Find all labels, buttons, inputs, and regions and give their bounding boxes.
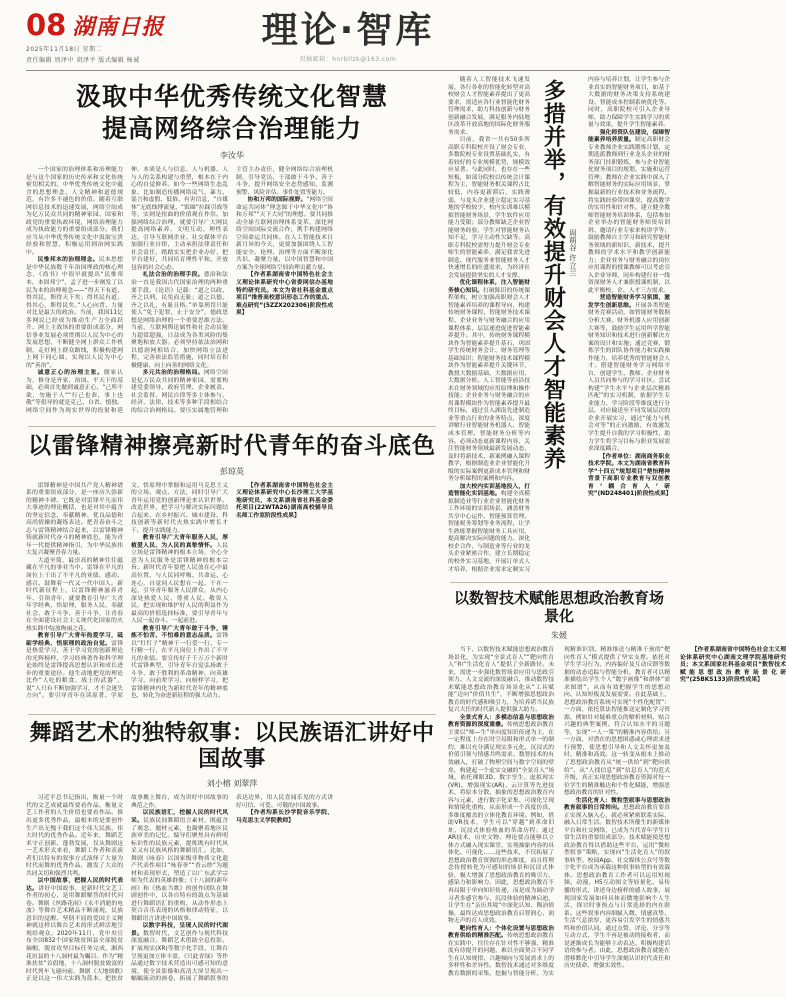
page-content	[26, 77, 786, 991]
date-line: 2025年11月18日 星期二	[26, 46, 102, 53]
paragraph	[448, 715, 554, 926]
left-region	[26, 77, 438, 991]
paragraph-text: 雷锋是热爱学习、善于学习党的创新理论的光辉榜样，学习经典著作和科学理论始终是雷锋提高思想认识和成长进步的重要途径。他生动地把党的理论比作“人吃的粮食、战士的武器”，说“人只有不断加强学习，才不会迷失方向”。要引导青年在读原著、学原文、悟原理中掌握和运用马克思主义的立场、观点、方法，同时引导广大青年运用党的创新理论来认识世界、改造世界，把学习与解决实际问题结合起来，在乡村振兴、城市建设、科技创新等新时代火热实践中增长才干、提升实践能力。	[26, 482, 228, 700]
paragraph-lead: 诚意正心的治理主张。	[37, 370, 104, 377]
paragraph	[131, 810, 228, 923]
masthead-left	[26, 9, 262, 64]
masthead	[26, 9, 670, 64]
masthead-center	[262, 9, 435, 63]
paragraph	[26, 167, 123, 257]
article-jiqu-headline	[26, 81, 438, 145]
paragraph-lead: 教育引导广大青年热爱学习，砥砺学经典、悟原理的政治自觉。	[26, 633, 123, 647]
paragraph-lead: 以数字科技，呈现人民的时代图景。	[131, 923, 228, 937]
article-duocuo-byline: 周萌谷 许立兰	[568, 229, 578, 277]
masthead-rule	[26, 70, 670, 71]
article-shuzhi-headline: 以数智技术赋能思想政治教育场景化	[453, 589, 664, 625]
paragraph	[131, 626, 228, 701]
article-jiqu	[26, 81, 438, 419]
article-shuzhi-note: 【作者系湖南省中国特色社会主义理论体系研究中心湖南文理学院基地研究员；本文系国家社科基金项目“数智技术赋能思想政治教育场景化研究”(25BKS133)阶段性成果】	[680, 647, 786, 684]
paragraph-text: 一个国家的治理体系和治理能力是与这个国家的历史传承和文化传统密切相关的。中华优秀传统文化中蕴含的思想理念、人文精神和道德规范，有许多不褪色的价值。随着互联网信息技术的迅速发展，网络空间成为亿万民众共同的精神家园、国家和政党的重要执政环境，网络治理能力成为执政能力的重要组成部分。我们应当从中华优秀传统文化中汲取宝贵经验和智慧，积极运用到治网实践中。	[26, 167, 123, 256]
paragraph-text: 讲好中国故事，是新时代文艺工作者的初心，是用舞蹈解答的时代问卷。舞剧《丝路花雨》《永不消逝的电波》等舞台艺术精品不断涌现，民族意识的觉醒、坚韧不屈的爱国主义精神就这样以舞台艺术的形式鲜活地呈现给观众。2020年11月，党中央宣布全国832个国家级贫困县全部脱贫摘帽，脱贫攻坚目标任务完成，湘西花垣县的十八洞村最为瞩目。作为“精准扶贫”首倡地，十八洞村脱贫致富的时代列车飞速向前，舞剧《大地颂歌》正是以这一伟大实践为蓝本，把扶贫故事搬上舞台，成为讲好中国故事的典范之作。	[26, 795, 228, 983]
paragraph-lead: 优化课程体系，注入智能财务核心知识。	[448, 280, 530, 294]
article-duocuo-headline: 多措并举，有效提升财会人才智能素养	[540, 79, 566, 470]
paragraph	[448, 280, 530, 483]
right-region	[448, 77, 786, 991]
submission-email: 投稿邮箱：hnrbllzk@163.com	[299, 55, 397, 63]
paragraph-text: 民族民间舞蹈语言素材，既蕴含了观念、题材元素，也凝聚着地区民族审美的记忆。编导们聚焦具有鲜明标识性的民族元素，提炼既有时代风采又有民族风格的舞蹈语汇。比如，舞剧《咏春》以国家级非物质文化遗产代表性项目“咏春拳”“香云纱”为题材和表现形式，塑造了以广东武学宗师为代表的英雄群像；《十八洞的新年画》和《热血当歌》的创作团队在舞剧创作中，以各自特有的鼓点为基础进行舞蹈语汇的重构，从动作形态上契合音乐表现的风格和律动特征，以舞蹈语言讲述中国故事。	[131, 817, 228, 922]
paragraph-lead: 靶向性育人：个体化设置与思想政治教育供给的精准匹配。	[448, 925, 554, 940]
paragraph	[131, 535, 228, 625]
paragraph	[26, 558, 123, 633]
paragraph-text: 大道至简，最崇高的精神往往蕴藏在平凡的事业当中。雷锋在平凡的岗位上干出了不平凡的业绩，感动、感召、鼓舞着一代又一代中国人。新时代新征程上，以雷锋精神滋养青年、引领青年，就要教育引导广大青年学经典、悟原理，服务人民、奉献社会，敢于斗争、善于斗争，让青春在全面建设社会主义现代化国家的火热实践中绽放绚丽之花。	[26, 557, 123, 632]
paragraph-text: 当下，以数智技术赋能思想政治教育场景化，为实现“全景式育人”“靶向性育人”和“生活化育人”提供了全新路径。未来，需进一步强化数智场景应用与思政引领力、人文交流的深度融合，推动数智技术赋能思想政治教育场景化从“工具赋能”迈向“价值共生”，不断增强思想政治教育的时代感和吸引力，为培养堪当民族复兴大任的时代新人提供强大助力。	[448, 647, 554, 714]
article-wudao-byline: 刘小榕 刘翠萍	[206, 779, 258, 789]
paragraph-text: 构建全真模拟制造业等行业企业智能化财务工作环境的实训场景，涵盖财务共享中心运作、智能预算管理、智能税务筹划等业务流程，让学生熟练掌握智能财务工具应用，提高解决实际问题的能力。深化校企合作，与制造业等行业的龙头企业紧密合作，建立长期稳定的校外实习基地，开展订单式人才培养，根据企业需求定制实习内容与培养计划，让学生参与企业真实的智能财务项目，如基于大数据的财务决策支持系统建设、智能成本控制系统优化等。同时，高职院校可引入企业导师，助力保障学生实践学习的质量与效果，提升学生智能素养。	[448, 77, 670, 573]
paragraph-text: 民本思想是中华民族数千年治国理政的核心理念，《尚书》中很早就提出“民惟邦本，本固邦宁”，孟子进一步阐发了以民为本的治理观念——“得天下有道，得其民，斯得天下矣；得其民有道，得其心，斯得民矣。”人心向背、力量对比是最大的政治。当前，我国11亿多网民已经成为推动生产力全面跃升、网上主战场的重要组成部分，网信事业发展必须贯彻以人民为中心的发展思想，不断健全网上群众工作机制，走好网上群众路线，积极构建网上网下同心圆，实现以人民为中心的“善治”。	[26, 257, 123, 369]
paragraph-text: 制定高职财会专业教师企业实践锻炼计划，定期选派教师到行业龙头企业的财务部门挂职锻炼，参与企业智能化财务项目的规划、实施和运营管理；教师在企业实践中深入了解智能财务的实际应用场景，掌握最新的行业技术和业务流程，将实践经验带回课堂，提高教学的实用性和针对性。建立健全教师智能财务培训体系，包括参加企业举办的智能财务师资培训班、邀请行业专家来校讲学等；鼓励教师自主学习和研究智能财务领域的新知识、新技术，提升教师的学术水平和教学创新能力；企业业务与财务融合的岗位应用课程的授课教师可以考虑引入企业导师，同步构建行业一线资深财务人才兼职授课机制，以此平衡校、企、人才三方需求。	[588, 137, 670, 294]
article-leifeng-note: 【作者系湖南省中国特色社会主义理论体系研究中心长沙理工大学基地研究员，本文系湖南省社科基金委托项目(22WTA26)湖南高校辅导员名师工作室阶段性成果】	[236, 482, 333, 519]
paragraph-lead: 协和万邦的国际视野。	[247, 197, 307, 204]
article-jiqu-byline: 李汝华	[220, 151, 244, 160]
article-duocuo-headline-strip	[540, 79, 579, 527]
article-wudao-headline: 舞蹈艺术的独特叙事：以民族语汇讲好中国故事	[29, 720, 435, 772]
article-jiqu-note: 【作者系湖南省中国特色社会主义理论体系研究中心省委网信办基地特约研究员。本文为省社科基金重点项目“推普高校意识形态工作的重点、难点研究”(5ZZX202306)阶段性成果】	[236, 272, 333, 317]
headline-line1: 汲取中华优秀传统文化智慧	[75, 82, 388, 111]
paragraph-text: 儒家认为，修身是齐家、治国、平天下的基础，必须首先做到诚意正心，“己所不欲，勿施于人”“行己也恭，事上也敬”等倡导的就是克己、自省、慎独。网络空间作为现实世界的投射和延伸，本质是人与信息、人与机器、人与人的关系构建与重塑，根本在于内心的自觉修养。如今一些网络生态乱象，比如制造传播网络戾气、暴力、谣言和虚假、低俗、有害信息，“自媒体”无底线博流量、“饭圈”拉踩引战等等，实则是扭曲的价值观在作祟。加强网络综合治理，就要引导广大网民提高网络素养，文明互动、理性表达，引导互联网企业、社交媒体平台加强行业自律，主动承担法律责任和社会责任，踏踏实实把企业办好、把平台建好，共同培育理性平和、开放包容的社会心态。	[26, 167, 228, 414]
paragraph-text: 目前，我省一共有50多所高职专科院校开设了财会专业，多数院校专业设置基础扎实，有着较好的专业规模优势，规模效应显著。与此同时，也存在一些短板，如部分院校以传统会计课程为主，智能财务相关课程占比较低，内容更新滞后，实践薄弱，与龙头企业建立稳定实习基地的学校较少，校内实训难以模拟智能财务场景，学生软件应用能力受限；部分教师缺乏企业智能财务经验，学生对智能财务认知不足，学习主动性欠缺等。高职专科院校需努力提升财会专业师生的智能素养，满足我省先进制造、现代服务业智能财务人才快速增长的旺盛需求，为经济社会发展提供坚实的人才支撑。	[448, 137, 530, 279]
paragraph-lead: 以中国故事，把握人民的时代表达。	[26, 878, 123, 892]
paragraph-lead: 教育引导广大青年敢于斗争，锤炼不怕苦、不怕难的意志品质。	[131, 625, 228, 640]
paragraph-text: 数智时代，文艺创作与现代科技深度融合。舞蹈艺术借助全息投影、扩展现实(XR)等数字化手段，让舞台呈现更加立体丰盈，《只此青绿》等作品通过数字技术营造出可感可知的意境，使全景影像和高清大屏呈现出一幅幅流动的画卷，拓展了舞蹈叙事的表达边界，用人民喜闻乐见的方式讲好可信、可爱、可敬的中国故事。	[131, 795, 333, 983]
article-leifeng	[26, 433, 438, 707]
paragraph	[448, 77, 530, 137]
article-duocuo-note: 【作者单位：湖南商务职业技术学院。本文为湖南省教育科学“十四五”规划项目“楚怡精神背景下高职专业教育与双创教育‘耦合育人’研究”(ND248401)阶段性成果】	[588, 453, 672, 498]
paragraph-text: 传统思想政治教育主要以“师—生”单向度知识传递为主，在一定程度上存在时空局限和形式单一的制约，难以充分满足现实多元化、沉浸式的价值引领与情感共鸣需求。数智技术的有效融入，打破了物理空间与数字空间的壁垒，构建起一个虚实交融的“全景育人”场域，依托裸眼3D、数字孪生、虚拟现实(VR)、增强现实(AR)、云计算等先进技术，将原本分散、抽象的思想政治教育内容与元素，进行数字化采集、可视化呈现和情境化重构，从而形成一个高度仿真、多维度覆盖的立体化教育环境。例如，借助VR技术，学生可以“穿越”到革命旧址，沉浸式体验热血的革命历程；通过AR技术，历史文物、理论要点能够以立体方式融入现实课堂，实现抽象内容的具体化、可视化……这些技术，不仅拓展了思想政治教育资源的形态维度，而且将理念传授转化为可感知的场景和沉浸式体验，极大增强了思想政治教育的吸引力、感染力和影响力。因此，思想政治教育不再局限于单向知识传递，而是成为调动学习者多感官参与、沉浸体验的精神启迪，让学生在“亲历其境”中深化认知、陶冶情操，最终达成思想政治教育启智润心、润物无声的育人成效。	[448, 722, 554, 925]
paragraph-text: 思想政治教育要真正实现入脑入心，就必须紧密联系实际，融入日常生活。数智技术所催生的新媒体平台和社交网络，已成为当代青年学生日常生活的重要组成部分。技术赋能使思想政治教育得以借助这些平台，运用“微粒型叙事”策略，实现向“生活化育人”的叙事转型。校园App、社交媒体公众号等数字化平台成为承载这种叙事转型的有效载体。思想政治教育工作者可以运用短视频、动漫、H5互动图文等轻量化、易传播的形式，讲述身边榜样的感人故事，展现国家发展如何具体而微地影响个人生活，探讨时事热点与日常选择的内在联系。这些叙事内容细腻入微、情感真挚、生活气息浓厚，更容易引发学生的情感共鸣和价值认同。通过点赞、评论、分享等互动方式，学生不再是被动的接收者，而是逐渐成长为能够主动表达、积极构建话语的参与者。由此，思想政治教育就能在潜移默化中引导学生深刻认识时代责任和历史使命，增强实效性。	[564, 805, 670, 970]
paragraph-text: 随着人工智能技术飞速发展，各行各业的智能化转型对高校财会人才智能素养提出了更高要求，需适应各行业智能化财务管理需求，助力科技创新与财务创新融合发展，满足服务内陆地区改革开放高地的国际化财务服务需求。	[448, 77, 530, 136]
article-jiqu-body	[26, 167, 438, 419]
paragraph-text: 传统思想政治教育在实践中，往往存在针对性不够强、精准度有待提升的问题，难以全面契合不同学生在认知规律、兴趣倾向与发展需求上的多样性和差异性。数智技术通过对多维度教育数据的采集、挖掘与智能分析，为实现精准识别、精准推送与精准干预的“靶向性育人”模式提供了坚实支撑。依托对学生学习行为、内容偏好及互动反馈等数据的动态追踪与智能分析，教育者可以精准描绘出学生个人“数字画像”和群体“需求图谱”，从而有效把握学生的思想动向、认知短板及发展需要。在此基础上，思想政治教育系统可实现“个性化配置”：一方面，依托算法智能推送定制化学习资源，例如针对疑难重点的解析材料、贴合兴趣的典型案例、符合认知水平的习题等，实现“一人一策”的精准内容供给；另一方面，对潜在的思想困惑或心理需求进行预警，使思想引导和人文关怀更加及时、精准和高效。这一转变从根本上推动了思想政治教育从“统一供给”到“靶向供给”、从“人找信息”到“信息育人”的范式升级，真正实现思想政治教育资源对每一位学生的精准触达和个性化赋能，增强思想政治教育的针对性。	[448, 647, 670, 977]
paragraph	[26, 257, 123, 370]
paragraph-text: 雷锋精神是中国共产党人精神谱系的重要组成部分，是一座历久弥新的精神丰碑。它既是对雷锋平凡而伟大事迹的理论概括，也是对其中蕴含的坚定信念、奉献精神、优良品德和高尚情操的凝练表达。把青春奋斗之志与雷锋精神结合起来，以雷锋精神铸就新时代奋斗的精神底色，能为青年一代提供精神指引，为中华民族伟大复兴凝聚青春力量。	[26, 482, 123, 557]
section-divider	[28, 426, 436, 427]
paragraph-text: 人民立场是雷锋精神的根本立场，全心全意为人民服务是雷锋精神的根本宗旨。新时代青年要把人民放在心中最高位置，与人民同呼吸、共命运、心连心，自觉同人民想在一起、干在一起，引导青年服务人民群众，从内心深处热爱人民、尊重人民、敬畏人民，把实现和维护好人民的利益作为最高的价值选择标准，要引导青年与人民一起奋斗、一起前进。	[131, 542, 228, 625]
article-leifeng-headline: 以雷锋精神擦亮新时代青年的奋斗底色	[28, 433, 436, 459]
paragraph	[448, 647, 554, 715]
paragraph-lead: 礼法合治的治理手段。	[142, 272, 204, 279]
article-shuzhi-body	[448, 647, 786, 985]
paragraph-text: 打破陈旧的传统课程架构，树立加强高职财会人才智能素养培养的课程导向，构建传统财务课程、智能财务技术课程、企业业务与财务融合的应用课程体系，层层递进促进智能素养提升。其中，传统财务课程模块作为智能素养提升基石，巩固学生传统财务会计、财务管理等基础知识；智能财务技术课程模块作为智能素养提升关键环节，教授大数据基础、大数据应用、大数据分析、人工智能等前沿技术在财务领域的应用原理和操作技能；企业业务与财务融合的应用课程模块作为智能素养提升最终目标，通过引入湖南先进制造业等重点行业的业务特点，深度讲解行业智能财务机器人、智能成本管理、智能财务分析等内容。必须动态更新课程内容，关注智能财务领域最新发展动态，及时将新技术、新案例融入课程教学，根据制造业企业智能化升级的实际案例更新成本管理和财务分析课程的案例和内容。	[448, 287, 530, 483]
paragraph	[26, 483, 123, 558]
article-leifeng-byline: 彭琼英	[220, 466, 244, 476]
paragraph-text: 雷锋以“钉钉子”精神干一行爱一行、专一行精一行，在平凡岗位上作出了不平凡的业绩。要宣传好千千万万个新时代雷锋典型，引导青年自觉弘扬敢于斗争、敢于胜利的革命精神，向英雄学习、向前辈学习、向榜样学习，把雷锋精神内化为新时代青年的精神底色，转化为奋进新征程的强大动力。	[131, 633, 228, 700]
section-divider	[450, 582, 668, 583]
article-shuzhi-byline: 朱媛	[551, 631, 567, 640]
paragraph-lead: 营造智能财务学习氛围，激发学生创新思维。	[588, 295, 670, 309]
paragraph-text: 德治和法治一直是我国古代国家治理的两种重要手段，《论语》记载：“道之以政，齐之以刑，民免而无耻；道之以德，齐之以礼，有耻且格。”单靠刑罚只能使人“免于犯罪、止于安分”，德政思想是网络治理的一个重要思维方法。当前，互联网舆论属性和社会动员能力超常超强，日益成为各类风险的集聚地和放大器。必须坚持依法治网和以德润网相结合，加快网络立法进程，完善依法监管措施，同时培育积极健康、向上向善的网络文化。	[131, 272, 228, 369]
article-duocuo	[448, 77, 670, 575]
headline-line2: 提高网络综合治理能力	[101, 114, 362, 143]
paragraph	[588, 295, 670, 453]
paragraph-lead: 全景式育人：多模态信息与思想政治教育资源的深度重叠。	[448, 714, 554, 729]
article-wudao-body	[26, 795, 438, 991]
paragraph	[131, 272, 228, 370]
paragraph	[26, 795, 123, 878]
paragraph-lead: 民惟邦本的治理理念。	[37, 257, 99, 264]
page-number: 08	[26, 8, 67, 42]
paper-name-logo: 湖南日报	[72, 14, 165, 40]
paragraph	[236, 197, 333, 272]
paragraph-text: 网络空间是亿万民众共同的精神家园，需要构建党委领导、政府管理、企业履责、社会监督、网民自律等多主体参与，经济、法律、技术等多种手段相结合的综合治网格局。要压实属地管理和主管主办责任，健全网络综合治理机制，引导党员、干部敢于斗争、善于斗争，提升网络安全态势感知、监测预警、风险评估、事件处置等能力。	[131, 167, 333, 414]
article-shuzhi	[448, 589, 786, 985]
paragraph-lead: 加大校内实训基地投入，打造智能化实训基地。	[448, 483, 530, 498]
section-divider	[28, 714, 436, 715]
article-wudao-note: 【作者均系长沙学院音乐学院、马克思主义学院教师】	[236, 810, 333, 824]
paragraph	[448, 137, 530, 280]
article-wudao	[26, 721, 438, 992]
section-title: 理论·智库	[261, 10, 435, 51]
paragraph-lead: 生活化育人：微粒型叙事与思想政治教育叙事的日常转向。	[564, 797, 670, 812]
paragraph-lead: 教育引导广大青年服务人民，厚植爱人民、为人民的真挚情怀。	[131, 535, 228, 549]
editors-line: 责任编辑 周泽中 胡泽平 版式编辑 杨诚	[26, 57, 140, 64]
paragraph-text: 习近平总书记指出，衡量一个时代的文艺成就最终要看作品，衡量文艺工作者的人生价值也要看作品。推出更多优秀作品，最根本的是要创作生产出无愧于我们这个伟大民族、伟大时代的优秀作品。近年来，舞蹈艺术守正创新、蓬勃发展，仅从舞剧这一艺术形式来看，舞蹈工作者和表演者们以特有的叙事方式演绎了大量为时代而舞的优秀作品，激发了大众的共同关切和强烈共鸣。	[26, 795, 123, 877]
article-leifeng-body	[26, 483, 438, 707]
paragraph	[588, 130, 670, 296]
paragraph-lead: 强化师资队伍建设，保障智能素养培养质量。	[588, 129, 670, 144]
paragraph-text: “网络空间命运共同体”理念源于中华文化中“协和万邦”“天下大同”的理想。要共同推动全球互联网治理体系变革，深化网络空间国际交流合作，携手构建网络空间命运共同体。在人工智能技术日新月异的今天，更要加强围绕人工智能安全、伦理、治理等方面不断深化共识、凝聚力量，以中国智慧和中国方案为全球网络空间治理贡献力量。	[236, 197, 333, 271]
paragraph-lead: 以民族语汇，挖掘人民的时代风采。	[131, 810, 228, 824]
paragraph-lead: 多元共治的治理格局。	[142, 370, 204, 377]
paragraph	[564, 798, 670, 971]
paragraph-text: 开展各类智能财务竞赛活动，如智能财务数据分析大赛、财务机器人应用创新大赛等，鼓励学生运用所学智能财务知识和技术进行创新解决方案的设计和实施；通过竞赛，锻炼学生的团队协作能力和实践操作能力，培养优秀的智能财会人才。搭建智能财务学习网络平台，创建学生、教师、企业财务人员共同参与的学习社区。尝试构建“学生水平与企业层次精准匹配”的实习机制，依据学生专业能力、学习阶段等维度进行分层，对应输送至不同发展层次的企业开展实习，通过“能力与机会对等”的正向激励，有效激发学生提升自我的学习积极性，助力学生将学习目标与职业发展需求深度耦合。	[588, 302, 670, 453]
